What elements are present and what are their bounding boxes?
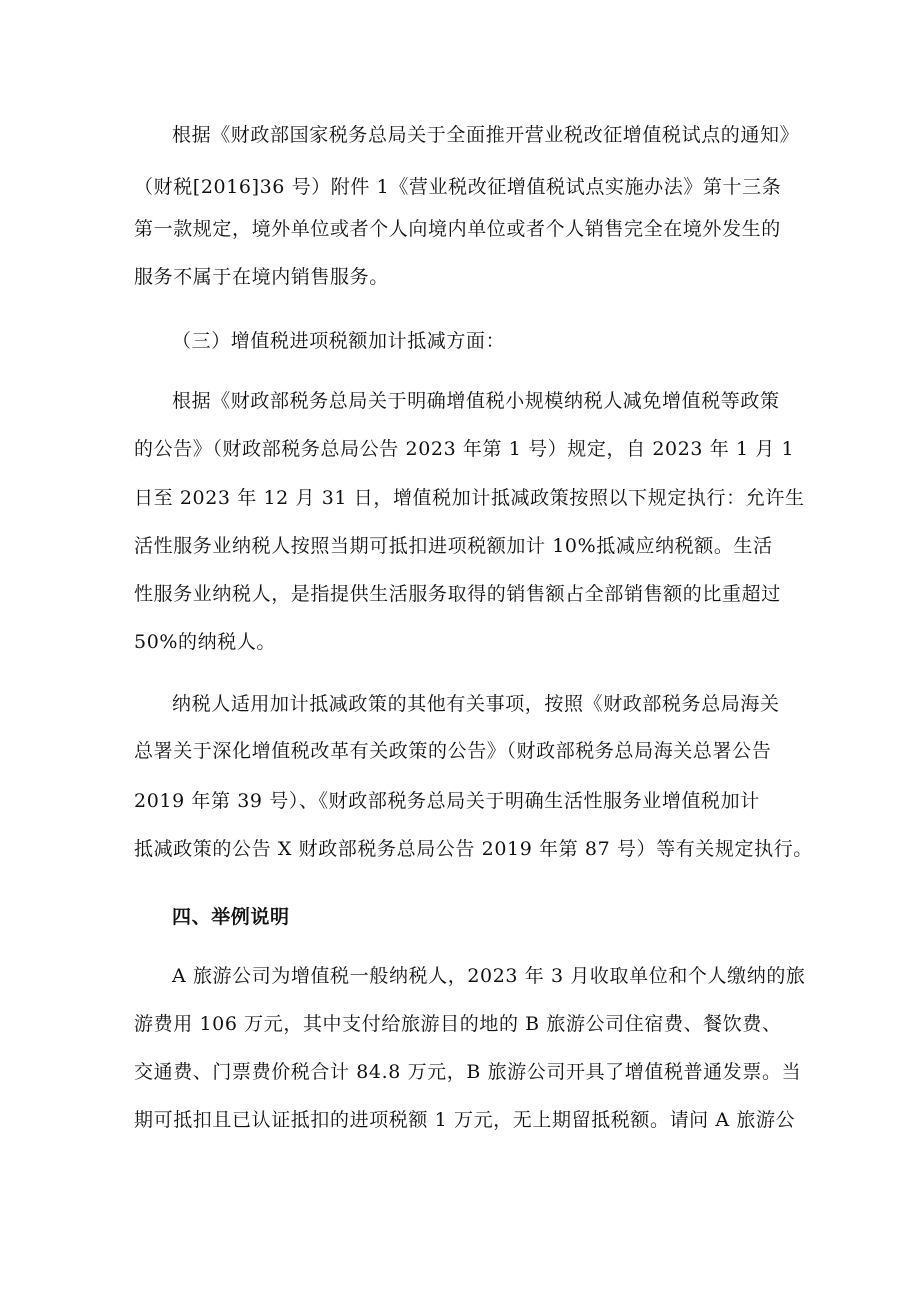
paragraph-line: 纳税人适用加计抵减政策的其他有关事项，按照《财政部税务总局海关	[172, 693, 780, 715]
paragraph-line: A 旅游公司为增值税一般纳税人，2023 年 3 月收取单位和个人缴纳的旅	[172, 965, 806, 987]
paragraph-line: 的公告》（财政部税务总局公告 2023 年第 1 号）规定，自 2023 年 1 月 1	[134, 438, 795, 460]
paragraph-line: （财税[2016]36 号）附件 1《营业税改征增值税试点实施办法》第十三条	[134, 176, 782, 198]
paragraph-line: 总署关于深化增值税改革有关政策的公告》（财政部税务总局海关总署公告	[134, 740, 772, 762]
paragraph-line: 游费用 106 万元，其中支付给旅游目的地的 B 旅游公司住宿费、餐饮费、	[134, 1013, 782, 1035]
paragraph-line: 50%的纳税人。	[134, 631, 277, 653]
paragraph-line: 活性服务业纳税人按照当期可抵扣进项税额加计 10%抵减应纳税额。生活	[134, 535, 773, 557]
section-heading: 四、举例说明	[172, 906, 290, 928]
section-subheading: （三）增值税进项税额加计抵减方面：	[172, 330, 506, 352]
paragraph-line: 根据《财政部税务总局关于明确增值税小规模纳税人减免增值税等政策	[172, 390, 780, 412]
paragraph-line: 服务不属于在境内销售服务。	[134, 266, 389, 288]
paragraph-line: 性服务业纳税人，是指提供生活服务取得的销售额占全部销售额的比重超过	[134, 583, 781, 605]
paragraph-line: 日至 2023 年 12 月 31 日，增值税加计抵减政策按照以下规定执行：允许生	[134, 487, 805, 509]
paragraph-line: 根据《财政部国家税务总局关于全面推开营业税改征增值税试点的通知》	[172, 124, 800, 146]
paragraph-line: 交通费、门票费价税合计 84.8 万元，B 旅游公司开具了增值税普通发票。当	[134, 1061, 802, 1083]
paragraph-line: 抵减政策的公告 X 财政部税务总局公告 2019 年第 87 号）等有关规定执行。	[134, 838, 813, 860]
paragraph-line: 2019 年第 39 号）、《财政部税务总局关于明确生活性服务业增值税加计	[134, 790, 760, 812]
paragraph-line: 第一款规定，境外单位或者个人向境内单位或者个人销售完全在境外发生的	[134, 218, 781, 240]
paragraph-line: 期可抵扣且已认证抵扣的进项税额 1 万元，无上期留抵税额。请问 A 旅游公	[134, 1109, 796, 1131]
